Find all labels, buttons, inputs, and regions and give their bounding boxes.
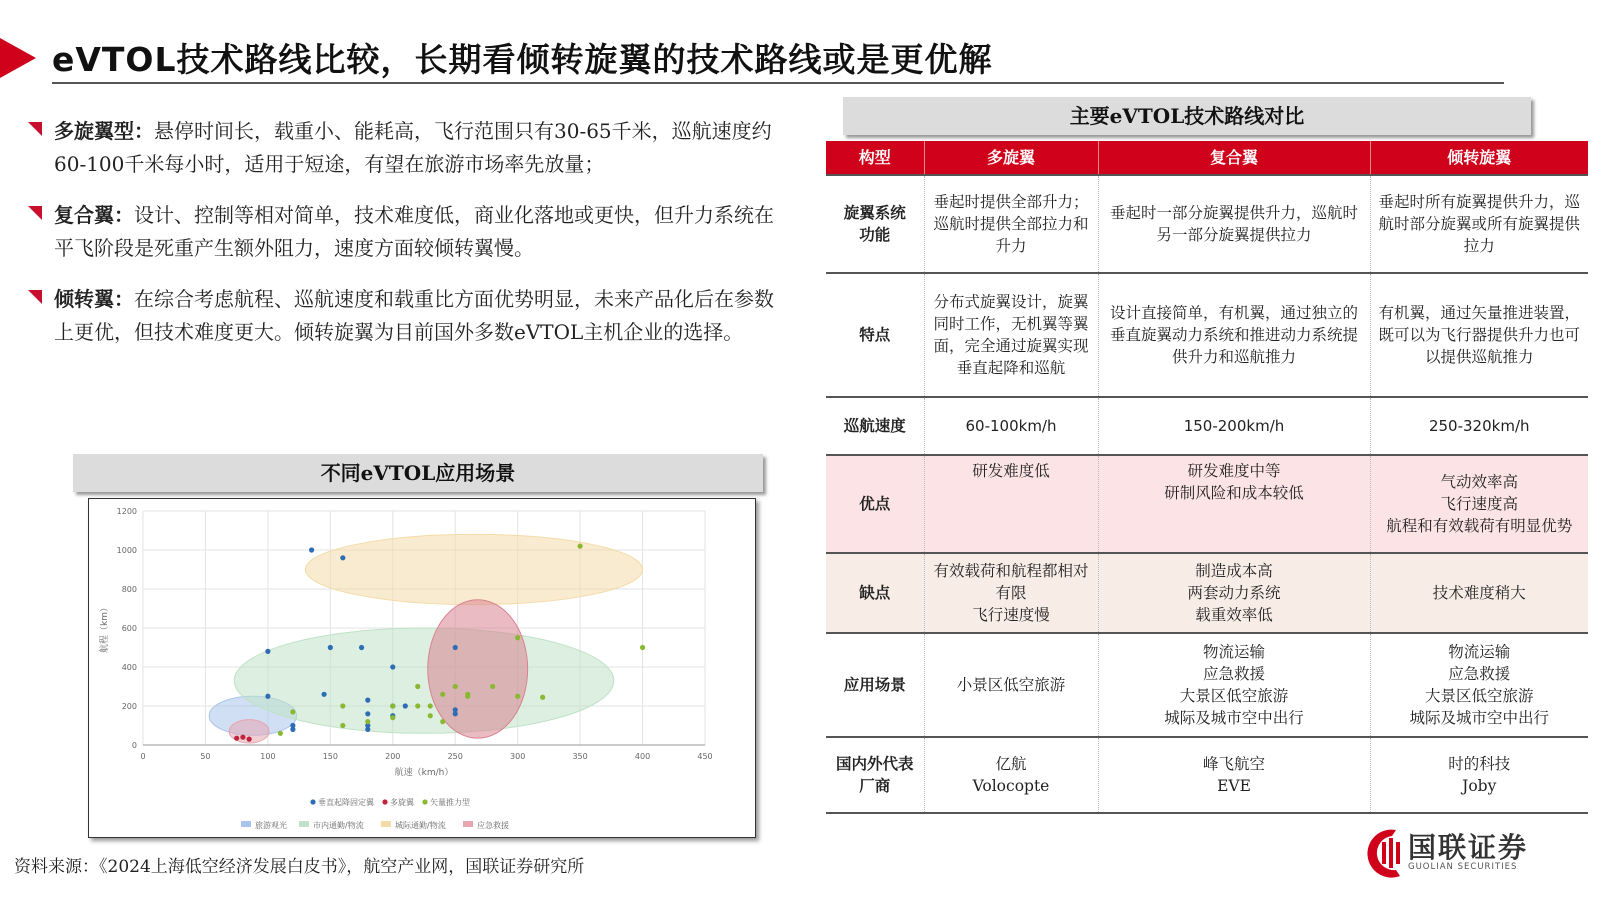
x-tick-label: 150 [322,752,338,761]
table-cell: 时的科技 Joby [1448,755,1511,795]
table-row [826,737,1588,813]
page-title: eVTOL技术路线比较，长期看倾转旋翼的技术路线或是更优解 [52,40,993,79]
x-tick-label: 50 [200,752,211,761]
bullet-multirotor [22,115,792,181]
bullet-text: 悬停时间长，载重小、能耗高，飞行范围只有30-65千米，巡航速度约60-100千米每小时，适用于短途，有望在旅游市场率先放量； [54,119,772,176]
row-label: 国内外代表厂商 [826,737,924,813]
logo-subtitle: GUOLIAN SECURITIES [1408,862,1518,872]
table-cell: 峰飞航空 EVE [1098,737,1370,813]
data-point [234,736,239,741]
table-cell: 150-200km/h [1098,397,1370,455]
data-point [415,684,420,689]
legend-region-swatch [299,821,309,827]
scenario-chart [88,498,756,838]
data-point [309,547,314,552]
table-cell: 亿航 Volocopte [924,737,1098,813]
x-tick-label: 450 [697,752,713,761]
row-label: 应用场景 [826,633,924,737]
table-cell: 制造成本高 两套动力系统 载重效率低 [1098,553,1370,633]
data-point [365,727,370,732]
x-tick-label: 400 [634,752,651,761]
bullet-triangle-icon [28,290,42,304]
data-point [440,692,445,697]
data-point [340,555,345,560]
data-point [440,719,445,724]
x-tick-label: 200 [385,752,401,761]
col-header: 倾转旋翼 [1370,141,1588,175]
table-cell: 物流运输 应急救援 大景区低空旅游 城际及城市空中出行 [1098,633,1370,737]
data-point [640,645,645,650]
data-point [453,645,458,650]
legend-region-label: 市内通勤/物流 [313,821,364,830]
bullet-lead: 倾转翼： [54,287,134,311]
data-point [390,715,395,720]
table-cell: 小景区低空旅游 [924,633,1098,737]
data-point [578,544,583,549]
y-tick-label: 400 [121,663,137,672]
bullet-text: 在综合考虑航程、巡航速度和载重比方面优势明显，未来产品化后在参数上更优，但技术难度更大。倾转旋翼为目前国外多数eVTOL主机企业的选择。 [54,287,774,344]
data-point [247,737,252,742]
data-point [390,703,395,708]
y-tick-label: 800 [121,585,137,594]
bullet-tilt-wing [22,283,792,349]
y-tick-label: 1200 [116,507,137,516]
bullet-lead: 复合翼： [54,203,134,227]
chart-header: 不同eVTOL应用场景 [73,454,763,492]
data-point [428,713,433,718]
table-cell: 研发难度中等 研制风险和成本较低 [1098,455,1370,553]
table-cell: 气动效率高 飞行速度高 航程和有效载荷有明显优势 [1370,455,1588,553]
data-point [290,709,295,714]
row-label: 旋翼系统功能 [826,175,924,273]
data-point [428,703,433,708]
row-label: 特点 [826,273,924,397]
scenario-chart-svg [89,499,755,837]
col-header: 构型 [826,141,924,175]
legend-region-label: 应急救援 [477,821,509,830]
data-point [415,703,420,708]
region-ellipse [305,534,642,604]
table-cell: 有效载荷和航程都相对有限 飞行速度慢 [924,553,1098,633]
table-cell: 研发难度低 [924,455,1098,553]
data-point [365,719,370,724]
source-note: 资料来源：《2024上海低空经济发展白皮书》，航空产业网，国联证券研究所 [14,857,585,877]
table-cell: 有机翼，通过矢量推进装置，既可以为飞行器提供升力也可以提供巡航推力 [1378,304,1580,366]
bullet-text: 设计、控制等相对简单，技术难度低，商业化落地或更快，但升力系统在平飞阶段是死重产生额外阻力，速度方面较倾转翼慢。 [54,203,774,260]
data-point [465,694,470,699]
y-tick-label: 1000 [116,546,137,555]
data-point [490,684,495,689]
table-cell: 垂起时提供全部升力；巡航时提供全部拉力和升力 [924,175,1098,273]
table-cell: 250-320km/h [1428,417,1530,435]
data-point [340,723,345,728]
legend-point-marker [310,799,315,804]
x-tick-label: 0 [140,752,146,761]
col-header: 复合翼 [1098,141,1370,175]
data-point [321,692,326,697]
table-cell: 物流运输 应急救援 大景区低空旅游 城际及城市空中出行 [1409,643,1549,727]
data-point [365,711,370,716]
legend-region-swatch [241,821,251,827]
table-cell: 垂起时所有旋翼提供升力，巡航时部分旋翼或所有旋翼提供拉力 [1378,193,1580,255]
table-row [826,633,1588,737]
x-axis-label: 航速（km/h） [394,768,454,778]
data-point [265,649,270,654]
table-cell: 技术难度稍大 [1370,553,1588,633]
table-cell: 60-100km/h [924,397,1098,455]
col-header: 多旋翼 [924,141,1098,175]
data-point [515,635,520,640]
data-point [540,695,545,700]
y-tick-label: 600 [121,624,137,633]
data-point [453,711,458,716]
region-ellipse [428,600,528,738]
data-point [340,703,345,708]
table-cell: 分布式旋翼设计，旋翼同时工作，无机翼等翼面，完全通过旋翼实现垂直起降和巡航 [924,273,1098,397]
legend-region-swatch [381,821,391,827]
legend-point-label: 垂直起降固定翼 [318,798,374,807]
x-tick-label: 300 [510,752,526,761]
bullet-lead: 多旋翼型： [54,119,154,143]
data-point [515,694,520,699]
data-point [453,684,458,689]
row-label: 缺点 [826,553,924,633]
data-point [265,694,270,699]
table-cell: 设计直接简单，有机翼，通过独立的垂直旋翼动力系统和推进动力系统提供升力和巡航推力 [1098,273,1370,397]
row-label: 优点 [826,455,924,553]
table-header: 主要eVTOL技术路线对比 [843,97,1531,135]
legend-point-label: 矢量推力型 [430,798,470,807]
data-point [359,645,364,650]
data-point [365,698,370,703]
title-arrow-icon [0,38,36,78]
x-tick-label: 100 [260,752,276,761]
data-point [278,731,283,736]
title-divider [52,82,1504,84]
y-axis-label: 航程（km） [100,603,110,653]
bullet-compound-wing [22,199,792,265]
legend-region-label: 旅游观光 [255,821,287,830]
y-tick-label: 0 [131,741,137,750]
bullet-list [22,115,792,367]
legend-region-swatch [463,821,473,827]
y-tick-label: 200 [121,702,137,711]
route-comparison-table [826,141,1588,814]
logo-name: 国联证券 [1408,831,1529,864]
data-point [403,703,408,708]
data-point [240,735,245,740]
data-point [390,664,395,669]
x-tick-label: 350 [572,752,588,761]
bullet-triangle-icon [28,206,42,220]
legend-point-label: 多旋翼 [390,798,414,807]
x-tick-label: 250 [447,752,463,761]
region-ellipse [234,628,614,733]
legend-point-marker [382,799,387,804]
table-row [826,455,1588,553]
legend-region-label: 城际通勤/物流 [395,821,446,830]
table-cell: 垂起时一部分旋翼提供升力，巡航时另一部分旋翼提供拉力 [1098,175,1370,273]
legend-point-marker [422,799,427,804]
table-row [826,553,1588,633]
table-row [826,397,1588,455]
table-row [826,175,1588,273]
bullet-triangle-icon [28,122,42,136]
data-point [290,727,295,732]
row-label: 巡航速度 [826,397,924,455]
table-row [826,273,1588,397]
data-point [328,645,333,650]
